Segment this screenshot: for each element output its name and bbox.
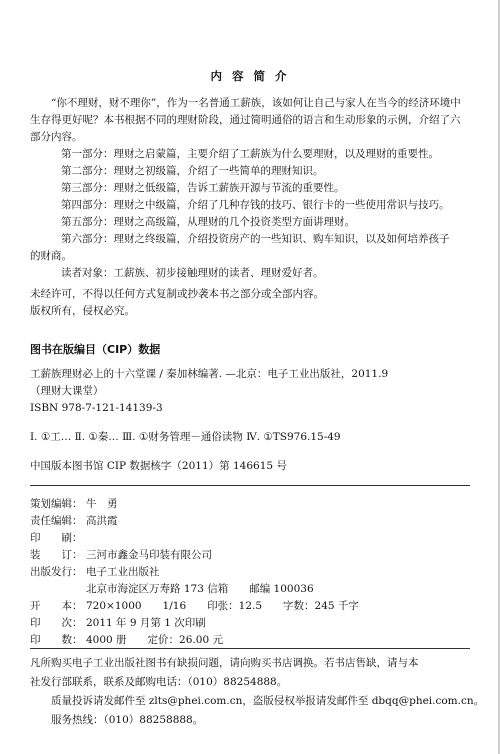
footer-line-1: 凡所购买电子工业出版社图书有缺损问题，请向购买书店调换。若书店售缺，请与本: [30, 657, 419, 669]
copyright-line-2: 版权所有，侵权必究。: [30, 305, 135, 317]
summary-part-2: 第二部分：理财之初级篇，介绍了一些简单的理财知识。: [61, 165, 324, 177]
summary-body: [30, 95, 470, 282]
meta-edition: [30, 615, 470, 632]
footer-notice: [30, 654, 485, 730]
copyright-line-1: 未经许可，不得以任何方式复制或抄袭本书之部分或全部内容。: [30, 288, 324, 300]
meta-printing: [30, 530, 470, 547]
summary-readers: 读者对象：工薪族、初步接触理财的读者、理财爱好者。: [61, 267, 324, 279]
meta-publisher-key: 出版发行：: [30, 566, 83, 578]
meta-publisher: [30, 564, 470, 581]
cip-record: [30, 366, 470, 417]
cip-title-line: 工薪族理财必上的十六堂课 / 秦加林编著. —北京：电子工业出版社，2011.9: [30, 368, 389, 380]
meta-responsible-key: 责任编辑：: [30, 515, 83, 527]
meta-format: [30, 598, 470, 615]
footer-line-2: 社发行部联系，联系及邮购电话：（010）88254888。: [30, 676, 288, 688]
meta-quantity-value: 4000 册 定价：26.00 元: [86, 634, 223, 646]
meta-format-key: 开 本：: [30, 600, 83, 612]
meta-format-value: 720×1000 1/16 印张：12.5 字数：245 千字: [86, 600, 359, 612]
meta-address-value: 北京市海淀区万寿路 173 信箱 邮编 100036: [86, 583, 314, 595]
meta-editor-key: 策划编辑：: [30, 498, 83, 510]
meta-responsible: [30, 513, 470, 530]
meta-address: [30, 581, 470, 598]
meta-printing-value: [86, 530, 470, 547]
footer-line-3: 质量投诉请发邮件至 zlts@phei.com.cn，盗版侵权举报请发邮件至 dbqq@phei.com.cn。: [51, 695, 485, 707]
cip-heading: 图书在版编目（CIP）数据: [30, 343, 161, 356]
summary-part-6: 第六部分：理财之终级篇，介绍投资房产的一些知识、购车知识，以及如何培养孩子: [61, 233, 450, 245]
meta-binding-key: 装 订：: [30, 549, 83, 561]
meta-editor: [30, 496, 470, 513]
cip-series: （理财大课堂）: [30, 385, 104, 397]
summary-intro: “你不理财，财不理你”，作为一名普通工薪族，该如何让自己与家人在当今的经济环境中生存得更好呢？本书根据不同的理财阶段，通过简明通俗的语言和生动形象的示例，介绍了六部分内容。: [30, 97, 461, 143]
meta-edition-key: 印 次：: [30, 617, 83, 629]
cip-verify: 中国版本图书馆 CIP 数据核字（2011）第 146615 号: [30, 460, 287, 472]
summary-part-1: 第一部分：理财之启蒙篇，主要介绍了工薪族为什么要理财，以及理财的重要性。: [61, 148, 439, 160]
meta-editor-value: 牛 勇: [86, 498, 118, 510]
summary-part-6-cont: 的财商。: [30, 250, 72, 262]
meta-binding-value: 三河市鑫金马印装有限公司: [86, 549, 212, 561]
summary-part-3: 第三部分：理财之低级篇，告诉工薪族开源与节流的重要性。: [61, 182, 345, 194]
summary-part-4: 第四部分：理财之中级篇，介绍了几种存钱的技巧、银行卡的一些使用常识与技巧。: [61, 199, 450, 211]
divider-bottom: [30, 648, 470, 649]
publication-meta: [30, 496, 470, 649]
divider-top: [30, 485, 470, 486]
meta-binding: [30, 547, 470, 564]
cip-classification: Ⅰ. ①工… Ⅱ. ①秦… Ⅲ. ①财务管理－通俗读物 Ⅳ. ①TS976.15-49: [30, 431, 341, 443]
summary-title: 内 容 简 介: [210, 69, 290, 83]
footer-line-4: 服务热线：（010）88258888。: [51, 714, 204, 726]
meta-printing-key: 印 刷：: [30, 532, 83, 544]
meta-edition-value: 2011 年 9 月第 1 次印刷: [86, 617, 206, 629]
meta-quantity-key: 印 数：: [30, 634, 83, 646]
meta-quantity: [30, 632, 470, 649]
cip-isbn: ISBN 978-7-121-14139-3: [30, 402, 163, 414]
summary-part-5: 第五部分：理财之高级篇，从理财的几个投资类型方面讲理财。: [61, 216, 355, 228]
copyright-notice: [30, 286, 470, 320]
meta-publisher-value: 电子工业出版社: [86, 566, 160, 578]
meta-responsible-value: 高洪霞: [86, 515, 118, 527]
